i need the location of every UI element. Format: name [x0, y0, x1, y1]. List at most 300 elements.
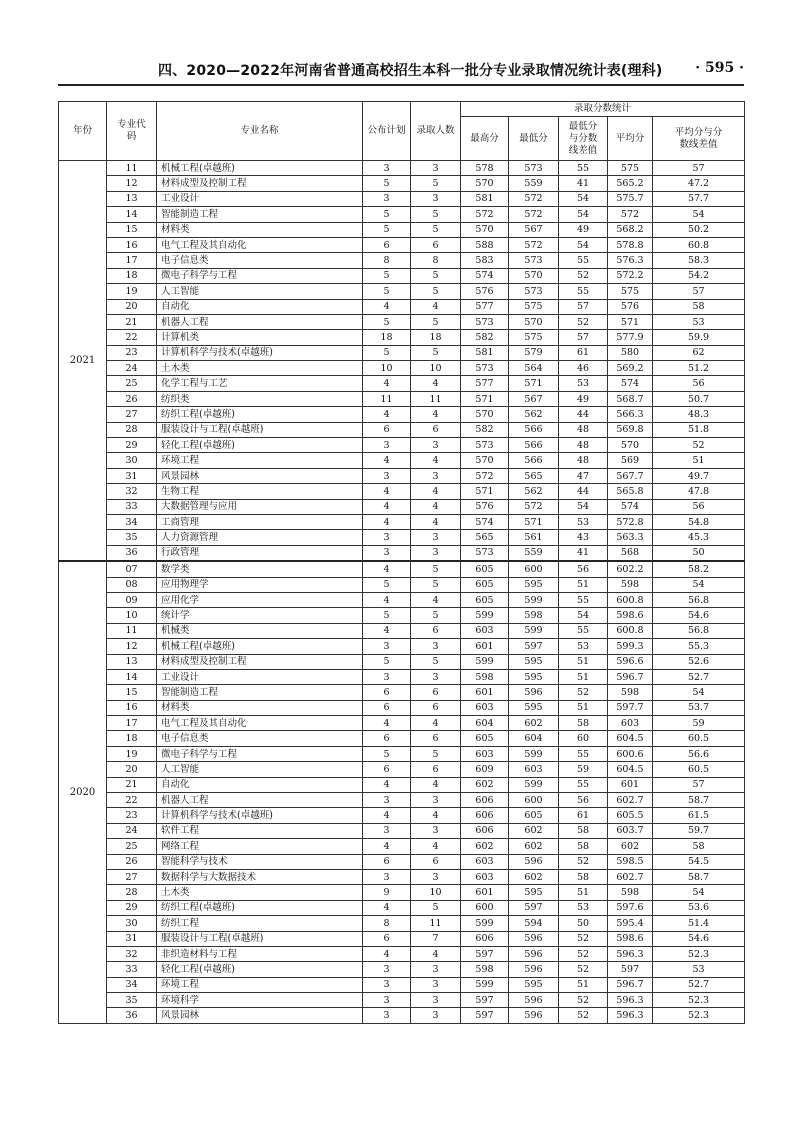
major-name-cell: 数据科学与大数据技术 — [157, 869, 363, 884]
avg-diff-cell: 51.4 — [653, 916, 745, 931]
min-diff-cell: 53 — [559, 514, 608, 529]
avg-score-cell: 570 — [608, 438, 653, 453]
avg-diff-cell: 54 — [653, 885, 745, 900]
min-diff-cell: 54 — [559, 237, 608, 252]
major-code-cell: 09 — [107, 592, 157, 607]
plan-count-cell: 4 — [363, 900, 411, 915]
admitted-count-cell: 11 — [411, 391, 461, 406]
plan-count-cell: 3 — [363, 977, 411, 992]
avg-score-cell: 577.9 — [608, 330, 653, 345]
major-name-cell: 应用化学 — [157, 592, 363, 607]
major-name-cell: 微电子科学与工程 — [157, 746, 363, 761]
major-code-cell: 15 — [107, 685, 157, 700]
plan-count-cell: 4 — [363, 561, 411, 577]
min-diff-cell: 46 — [559, 361, 608, 376]
major-code-cell: 32 — [107, 484, 157, 499]
avg-diff-cell: 49.7 — [653, 468, 745, 483]
plan-count-cell: 4 — [363, 484, 411, 499]
min-diff-cell: 51 — [559, 977, 608, 992]
min-score-cell: 596 — [509, 1008, 559, 1023]
avg-score-cell: 598 — [608, 577, 653, 592]
major-name-cell: 机器人工程 — [157, 314, 363, 329]
min-score-cell: 572 — [509, 499, 559, 514]
plan-count-cell: 5 — [363, 608, 411, 623]
table-row — [59, 900, 745, 915]
avg-score-cell: 596.3 — [608, 993, 653, 1008]
avg-diff-cell: 52.3 — [653, 1008, 745, 1023]
table-row — [59, 514, 745, 529]
admitted-count-cell: 4 — [411, 716, 461, 731]
max-score-cell: 570 — [461, 222, 509, 237]
admitted-count-cell: 6 — [411, 762, 461, 777]
admitted-count-cell: 5 — [411, 345, 461, 360]
major-code-cell: 13 — [107, 654, 157, 669]
avg-diff-cell: 58.7 — [653, 793, 745, 808]
max-score-cell: 606 — [461, 793, 509, 808]
max-score-cell: 599 — [461, 608, 509, 623]
major-name-cell: 机器人工程 — [157, 793, 363, 808]
min-score-cell: 570 — [509, 268, 559, 283]
max-score-cell: 599 — [461, 654, 509, 669]
major-code-cell: 14 — [107, 207, 157, 222]
avg-score-cell: 572.2 — [608, 268, 653, 283]
avg-score-cell: 575 — [608, 284, 653, 299]
major-name-cell: 机械类 — [157, 623, 363, 638]
plan-count-cell: 3 — [363, 468, 411, 483]
major-name-cell: 工商管理 — [157, 514, 363, 529]
table-row — [59, 376, 745, 391]
table-row — [59, 946, 745, 961]
avg-diff-cell: 60.5 — [653, 731, 745, 746]
plan-count-cell: 3 — [363, 545, 411, 561]
plan-count-cell: 8 — [363, 253, 411, 268]
col-max-header: 最高分 — [461, 117, 509, 161]
admitted-count-cell: 5 — [411, 207, 461, 222]
avg-score-cell: 571 — [608, 314, 653, 329]
plan-count-cell: 4 — [363, 376, 411, 391]
min-score-cell: 575 — [509, 330, 559, 345]
major-code-cell: 23 — [107, 345, 157, 360]
min-score-cell: 573 — [509, 253, 559, 268]
table-row — [59, 545, 745, 561]
min-diff-cell: 44 — [559, 484, 608, 499]
max-score-cell: 573 — [461, 438, 509, 453]
major-code-cell: 20 — [107, 762, 157, 777]
avg-diff-cell: 52.3 — [653, 993, 745, 1008]
min-score-cell: 599 — [509, 777, 559, 792]
plan-count-cell: 4 — [363, 453, 411, 468]
col-score-stats-header: 录取分数统计 — [461, 102, 745, 117]
plan-count-cell: 4 — [363, 839, 411, 854]
min-diff-cell: 48 — [559, 422, 608, 437]
table-row — [59, 623, 745, 638]
max-score-cell: 573 — [461, 545, 509, 561]
min-diff-cell: 55 — [559, 253, 608, 268]
major-code-cell: 29 — [107, 438, 157, 453]
min-score-cell: 602 — [509, 869, 559, 884]
min-score-cell: 594 — [509, 916, 559, 931]
major-name-cell: 智能科学与技术 — [157, 854, 363, 869]
min-score-cell: 605 — [509, 808, 559, 823]
table-row — [59, 237, 745, 252]
min-score-cell: 602 — [509, 716, 559, 731]
admitted-count-cell: 10 — [411, 885, 461, 900]
min-score-cell: 566 — [509, 453, 559, 468]
page-number: · 595 · — [695, 60, 744, 76]
plan-count-cell: 4 — [363, 592, 411, 607]
plan-count-cell: 5 — [363, 268, 411, 283]
major-name-cell: 风景园林 — [157, 1008, 363, 1023]
admitted-count-cell: 4 — [411, 407, 461, 422]
major-code-cell: 17 — [107, 253, 157, 268]
major-code-cell: 08 — [107, 577, 157, 592]
avg-score-cell: 604.5 — [608, 762, 653, 777]
avg-score-cell: 574 — [608, 499, 653, 514]
major-code-cell: 18 — [107, 268, 157, 283]
min-score-cell: 575 — [509, 299, 559, 314]
major-code-cell: 19 — [107, 746, 157, 761]
table-row — [59, 453, 745, 468]
min-score-cell: 596 — [509, 931, 559, 946]
plan-count-cell: 6 — [363, 700, 411, 715]
max-score-cell: 604 — [461, 716, 509, 731]
max-score-cell: 582 — [461, 422, 509, 437]
max-score-cell: 577 — [461, 376, 509, 391]
min-diff-cell: 58 — [559, 716, 608, 731]
avg-score-cell: 598 — [608, 885, 653, 900]
plan-count-cell: 3 — [363, 1008, 411, 1023]
page-header — [58, 58, 744, 86]
admitted-count-cell: 6 — [411, 700, 461, 715]
table-row — [59, 823, 745, 838]
avg-diff-cell: 58.7 — [653, 869, 745, 884]
admitted-count-cell: 3 — [411, 639, 461, 654]
max-score-cell: 605 — [461, 577, 509, 592]
plan-count-cell: 4 — [363, 808, 411, 823]
avg-score-cell: 574 — [608, 376, 653, 391]
table-row — [59, 176, 745, 191]
major-code-cell: 22 — [107, 793, 157, 808]
min-score-cell: 602 — [509, 839, 559, 854]
min-score-cell: 567 — [509, 391, 559, 406]
avg-score-cell: 568 — [608, 545, 653, 561]
plan-count-cell: 3 — [363, 161, 411, 176]
major-name-cell: 工业设计 — [157, 669, 363, 684]
min-diff-cell: 58 — [559, 823, 608, 838]
table-row — [59, 854, 745, 869]
min-score-cell: 600 — [509, 793, 559, 808]
major-code-cell: 10 — [107, 608, 157, 623]
avg-score-cell: 604.5 — [608, 731, 653, 746]
avg-diff-cell: 48.3 — [653, 407, 745, 422]
avg-diff-cell: 57 — [653, 161, 745, 176]
avg-score-cell: 596.7 — [608, 669, 653, 684]
min-diff-cell: 52 — [559, 314, 608, 329]
min-diff-cell: 60 — [559, 731, 608, 746]
min-score-cell: 570 — [509, 314, 559, 329]
table-row — [59, 808, 745, 823]
major-code-cell: 33 — [107, 499, 157, 514]
col-code-header: 专业代码 — [107, 102, 157, 161]
admitted-count-cell: 3 — [411, 1008, 461, 1023]
major-name-cell: 电子信息类 — [157, 253, 363, 268]
avg-score-cell: 563.3 — [608, 530, 653, 545]
min-diff-cell: 59 — [559, 762, 608, 777]
avg-diff-cell: 52.6 — [653, 654, 745, 669]
table-row — [59, 207, 745, 222]
min-diff-cell: 55 — [559, 777, 608, 792]
major-code-cell: 26 — [107, 854, 157, 869]
min-score-cell: 595 — [509, 577, 559, 592]
min-diff-cell: 56 — [559, 793, 608, 808]
plan-count-cell: 4 — [363, 299, 411, 314]
major-code-cell: 31 — [107, 931, 157, 946]
avg-diff-cell: 53.7 — [653, 700, 745, 715]
min-score-cell: 600 — [509, 561, 559, 577]
major-name-cell: 微电子科学与工程 — [157, 268, 363, 283]
min-diff-cell: 41 — [559, 176, 608, 191]
min-diff-cell: 44 — [559, 407, 608, 422]
min-score-cell: 559 — [509, 176, 559, 191]
avg-diff-cell: 56.8 — [653, 592, 745, 607]
min-diff-cell: 61 — [559, 808, 608, 823]
table-row — [59, 161, 745, 176]
admitted-count-cell: 6 — [411, 623, 461, 638]
min-score-cell: 596 — [509, 962, 559, 977]
avg-diff-cell: 59.7 — [653, 823, 745, 838]
min-diff-cell: 57 — [559, 299, 608, 314]
table-row — [59, 268, 745, 283]
admitted-count-cell: 5 — [411, 284, 461, 299]
table-row — [59, 962, 745, 977]
max-score-cell: 598 — [461, 669, 509, 684]
admitted-count-cell: 5 — [411, 314, 461, 329]
min-diff-cell: 58 — [559, 869, 608, 884]
plan-count-cell: 3 — [363, 438, 411, 453]
max-score-cell: 572 — [461, 207, 509, 222]
table-row — [59, 468, 745, 483]
table-body — [59, 161, 745, 1024]
admitted-count-cell: 3 — [411, 793, 461, 808]
major-code-cell: 07 — [107, 561, 157, 577]
major-code-cell: 27 — [107, 869, 157, 884]
table-row — [59, 931, 745, 946]
min-diff-cell: 51 — [559, 577, 608, 592]
avg-diff-cell: 62 — [653, 345, 745, 360]
admitted-count-cell: 5 — [411, 608, 461, 623]
min-diff-cell: 55 — [559, 623, 608, 638]
min-score-cell: 559 — [509, 545, 559, 561]
avg-diff-cell: 53 — [653, 962, 745, 977]
max-score-cell: 605 — [461, 561, 509, 577]
avg-diff-cell: 58 — [653, 839, 745, 854]
max-score-cell: 576 — [461, 284, 509, 299]
table-row — [59, 777, 745, 792]
plan-count-cell: 6 — [363, 854, 411, 869]
avg-diff-cell: 58 — [653, 299, 745, 314]
plan-count-cell: 5 — [363, 222, 411, 237]
avg-score-cell: 602.7 — [608, 793, 653, 808]
plan-count-cell: 6 — [363, 731, 411, 746]
min-diff-cell: 48 — [559, 438, 608, 453]
plan-count-cell: 4 — [363, 716, 411, 731]
admitted-count-cell: 3 — [411, 962, 461, 977]
max-score-cell: 574 — [461, 514, 509, 529]
max-score-cell: 581 — [461, 345, 509, 360]
plan-count-cell: 9 — [363, 885, 411, 900]
major-name-cell: 纺织类 — [157, 391, 363, 406]
plan-count-cell: 8 — [363, 916, 411, 931]
avg-score-cell: 601 — [608, 777, 653, 792]
max-score-cell: 606 — [461, 808, 509, 823]
avg-score-cell: 597 — [608, 962, 653, 977]
plan-count-cell: 6 — [363, 422, 411, 437]
table-row — [59, 731, 745, 746]
admitted-count-cell: 5 — [411, 268, 461, 283]
min-score-cell: 571 — [509, 376, 559, 391]
major-code-cell: 36 — [107, 1008, 157, 1023]
avg-score-cell: 603 — [608, 716, 653, 731]
avg-diff-cell: 50.2 — [653, 222, 745, 237]
avg-score-cell: 595.4 — [608, 916, 653, 931]
max-score-cell: 570 — [461, 176, 509, 191]
major-name-cell: 服装设计与工程(卓越班) — [157, 422, 363, 437]
major-name-cell: 非织造材料与工程 — [157, 946, 363, 961]
table-row — [59, 669, 745, 684]
admitted-count-cell: 4 — [411, 453, 461, 468]
max-score-cell: 606 — [461, 931, 509, 946]
avg-score-cell: 600.8 — [608, 623, 653, 638]
admitted-count-cell: 3 — [411, 977, 461, 992]
min-score-cell: 565 — [509, 468, 559, 483]
major-code-cell: 20 — [107, 299, 157, 314]
table-row — [59, 561, 745, 577]
min-diff-cell: 52 — [559, 268, 608, 283]
min-diff-cell: 51 — [559, 885, 608, 900]
avg-score-cell: 602 — [608, 839, 653, 854]
plan-count-cell: 18 — [363, 330, 411, 345]
min-score-cell: 597 — [509, 900, 559, 915]
max-score-cell: 578 — [461, 161, 509, 176]
max-score-cell: 588 — [461, 237, 509, 252]
min-score-cell: 598 — [509, 608, 559, 623]
major-name-cell: 数学类 — [157, 561, 363, 577]
avg-score-cell: 596.3 — [608, 946, 653, 961]
table-row — [59, 391, 745, 406]
admitted-count-cell: 4 — [411, 299, 461, 314]
major-code-cell: 29 — [107, 900, 157, 915]
admitted-count-cell: 5 — [411, 746, 461, 761]
max-score-cell: 601 — [461, 885, 509, 900]
plan-count-cell: 3 — [363, 669, 411, 684]
table-row — [59, 746, 745, 761]
max-score-cell: 605 — [461, 731, 509, 746]
major-code-cell: 34 — [107, 514, 157, 529]
max-score-cell: 565 — [461, 530, 509, 545]
avg-diff-cell: 54.6 — [653, 608, 745, 623]
major-name-cell: 人力资源管理 — [157, 530, 363, 545]
max-score-cell: 570 — [461, 407, 509, 422]
major-code-cell: 23 — [107, 808, 157, 823]
major-name-cell: 纺织工程 — [157, 916, 363, 931]
major-name-cell: 应用物理学 — [157, 577, 363, 592]
max-score-cell: 573 — [461, 314, 509, 329]
table-row — [59, 916, 745, 931]
major-code-cell: 11 — [107, 623, 157, 638]
max-score-cell: 603 — [461, 854, 509, 869]
table-row — [59, 222, 745, 237]
avg-diff-cell: 47.2 — [653, 176, 745, 191]
major-name-cell: 环境科学 — [157, 993, 363, 1008]
table-row — [59, 654, 745, 669]
major-name-cell: 土木类 — [157, 361, 363, 376]
max-score-cell: 597 — [461, 993, 509, 1008]
max-score-cell: 577 — [461, 299, 509, 314]
major-code-cell: 11 — [107, 161, 157, 176]
min-score-cell: 596 — [509, 854, 559, 869]
major-code-cell: 28 — [107, 885, 157, 900]
major-name-cell: 服装设计与工程(卓越班) — [157, 931, 363, 946]
min-diff-cell: 43 — [559, 530, 608, 545]
plan-count-cell: 6 — [363, 762, 411, 777]
min-score-cell: 572 — [509, 237, 559, 252]
min-score-cell: 573 — [509, 284, 559, 299]
max-score-cell: 599 — [461, 977, 509, 992]
max-score-cell: 603 — [461, 746, 509, 761]
plan-count-cell: 3 — [363, 639, 411, 654]
avg-score-cell: 576 — [608, 299, 653, 314]
avg-diff-cell: 45.3 — [653, 530, 745, 545]
major-name-cell: 电气工程及其自动化 — [157, 237, 363, 252]
min-diff-cell: 52 — [559, 962, 608, 977]
plan-count-cell: 5 — [363, 746, 411, 761]
avg-score-cell: 596.7 — [608, 977, 653, 992]
plan-count-cell: 4 — [363, 407, 411, 422]
major-code-cell: 16 — [107, 700, 157, 715]
admitted-count-cell: 3 — [411, 191, 461, 206]
min-score-cell: 566 — [509, 438, 559, 453]
table-row — [59, 993, 745, 1008]
min-score-cell: 596 — [509, 946, 559, 961]
table-row — [59, 284, 745, 299]
major-name-cell: 计算机科学与技术(卓越班) — [157, 345, 363, 360]
admitted-count-cell: 5 — [411, 577, 461, 592]
avg-diff-cell: 60.5 — [653, 762, 745, 777]
avg-diff-cell: 57 — [653, 284, 745, 299]
plan-count-cell: 6 — [363, 685, 411, 700]
major-name-cell: 材料类 — [157, 700, 363, 715]
table-row — [59, 361, 745, 376]
major-code-cell: 15 — [107, 222, 157, 237]
major-name-cell: 工业设计 — [157, 191, 363, 206]
max-score-cell: 576 — [461, 499, 509, 514]
avg-diff-cell: 52.7 — [653, 669, 745, 684]
max-score-cell: 603 — [461, 869, 509, 884]
max-score-cell: 599 — [461, 916, 509, 931]
admitted-count-cell: 4 — [411, 839, 461, 854]
major-name-cell: 计算机科学与技术(卓越班) — [157, 808, 363, 823]
col-min-diff-header: 最低分与分数线差值 — [559, 117, 608, 161]
plan-count-cell: 4 — [363, 946, 411, 961]
avg-diff-cell: 55.3 — [653, 639, 745, 654]
admitted-count-cell: 5 — [411, 222, 461, 237]
major-code-cell: 13 — [107, 191, 157, 206]
major-name-cell: 纺织工程(卓越班) — [157, 407, 363, 422]
page-title: 四、2020—2022年河南省普通高校招生本科一批分专业录取情况统计表(理科) — [158, 63, 663, 79]
min-diff-cell: 52 — [559, 1008, 608, 1023]
major-code-cell: 24 — [107, 361, 157, 376]
admitted-count-cell: 4 — [411, 808, 461, 823]
